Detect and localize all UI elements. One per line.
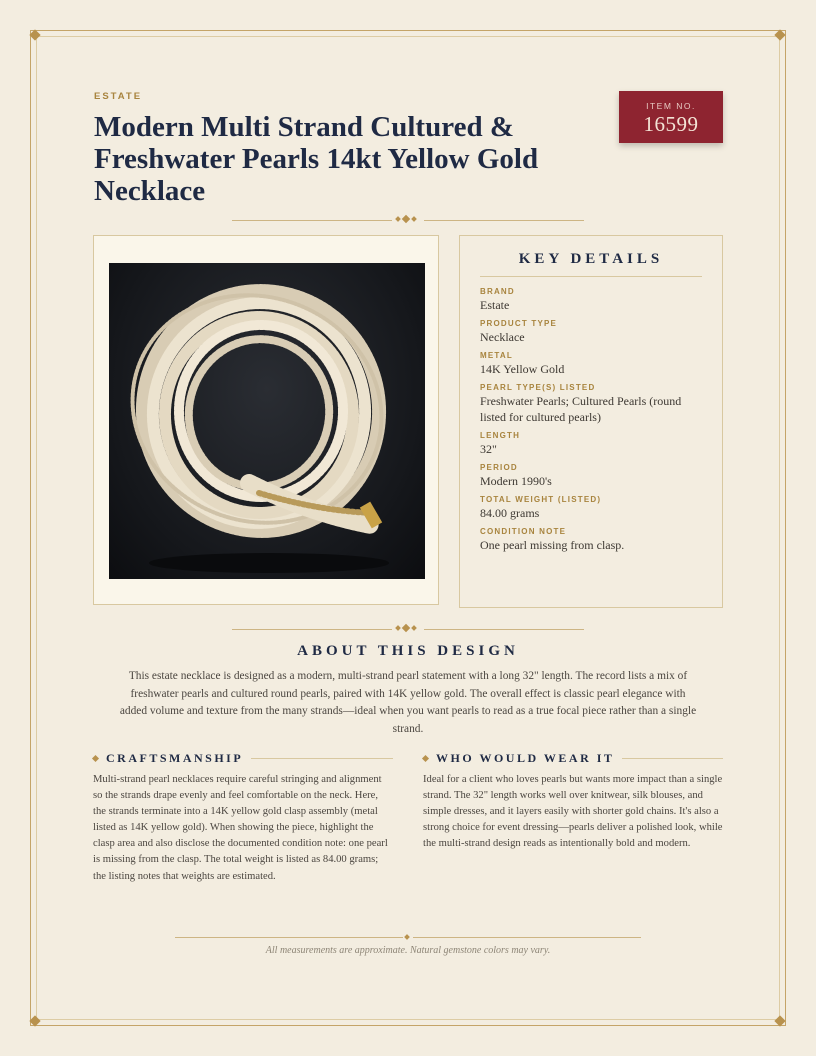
- wear-heading: WHO WOULD WEAR IT: [436, 751, 615, 765]
- detail-value: Necklace: [480, 330, 525, 344]
- detail-label: PEARL TYPE(S) LISTED: [480, 383, 596, 392]
- divider-line: [232, 220, 392, 221]
- necklace-illustration: [109, 263, 425, 579]
- footer-note: All measurements are approximate. Natural gemstone colors may vary.: [265, 945, 551, 956]
- necklace-photo: [109, 263, 425, 579]
- detail-label: LENGTH: [480, 431, 521, 440]
- detail-total-weight: [480, 495, 702, 521]
- about-text: This estate necklace is designed as a modern, multi-strand pearl statement with a long 32" length. The record lists a mix of freshwater pearls and cultured round pearls, paired with 14K yellow gold. The overall effect is classic pearl elegance with added volume and texture from the many strands—ideal when you want pearls to read as a true focal piece rather than a single strand.: [119, 670, 697, 735]
- craftsmanship-text: Multi-strand pearl necklaces require careful stringing and alignment so the strands drape evenly and feel comfortable on the neck. Here, the strands terminate into a 14K yellow gold clasp assembly (metal listed as 14K yellow gold). When showing the piece, highlight the clasp area and also disclose the documented condition note: one pearl is missing from the clasp. The total weight is listed as 84.00 grams; the listing notes that weights are estimated.: [93, 774, 388, 882]
- detail-brand: [480, 287, 702, 313]
- detail-label: CONDITION NOTE: [480, 527, 567, 536]
- product-photo-frame: [93, 235, 439, 605]
- detail-label: BRAND: [480, 287, 515, 296]
- detail-period: [480, 463, 702, 489]
- divider-line: [232, 629, 392, 630]
- divider-line: [424, 629, 584, 630]
- detail-pearl-types: [480, 383, 702, 425]
- divider-line: [424, 220, 584, 221]
- key-details-rule: [480, 276, 702, 277]
- craftsmanship-header: [93, 751, 393, 766]
- detail-condition-note: [480, 527, 702, 553]
- detail-value: Modern 1990's: [480, 474, 552, 488]
- key-details-panel: [459, 235, 723, 608]
- detail-label: TOTAL WEIGHT (LISTED): [480, 495, 602, 504]
- section-rule: [622, 758, 723, 759]
- craftsmanship-heading: CRAFTSMANSHIP: [106, 751, 244, 765]
- key-details-heading: KEY DETAILS: [518, 251, 664, 267]
- detail-product-type: [480, 319, 702, 345]
- detail-length: [480, 431, 702, 457]
- detail-value: One pearl missing from clasp.: [480, 538, 625, 552]
- diamond-icon: [422, 755, 429, 762]
- footer-line: [413, 937, 641, 938]
- detail-value: 32": [480, 442, 497, 456]
- diamond-icon: [92, 755, 99, 762]
- detail-label: METAL: [480, 351, 513, 360]
- detail-value: 84.00 grams: [480, 506, 540, 520]
- category-eyebrow: ESTATE: [94, 91, 143, 102]
- detail-value: Estate: [480, 298, 510, 312]
- detail-label: PERIOD: [480, 463, 518, 472]
- footer-line: [175, 937, 403, 938]
- about-heading: ABOUT THIS DESIGN: [297, 643, 519, 659]
- key-details-list: [460, 287, 722, 553]
- product-title: Modern Multi Strand Cultured & Freshwater Pearls 14kt Yellow Gold Necklace: [94, 111, 539, 207]
- wear-text: Ideal for a client who loves pearls but wants more impact than a single strand. The 32" length works well over knitwear, silk blouses, and simple dresses, and it layers easily with shorter gold chains. It's also a strong choice for event dressing—pearls deliver a polished look, while the multi-strand design reads as intentionally bold and modern.: [423, 774, 723, 850]
- wear-header: [423, 751, 723, 766]
- item-number-value: 16599: [643, 112, 699, 136]
- detail-value: 14K Yellow Gold: [480, 362, 565, 376]
- divider-ornament: [396, 216, 416, 222]
- footer-ornament: [405, 935, 409, 939]
- section-rule: [251, 758, 393, 759]
- detail-value: Freshwater Pearls; Cultured Pearls (round listed for cultured pearls): [480, 394, 682, 424]
- item-number-label: ITEM NO.: [646, 101, 696, 111]
- detail-label: PRODUCT TYPE: [480, 319, 558, 328]
- detail-metal: [480, 351, 702, 377]
- divider-ornament: [396, 625, 416, 631]
- item-number-badge: [619, 91, 723, 143]
